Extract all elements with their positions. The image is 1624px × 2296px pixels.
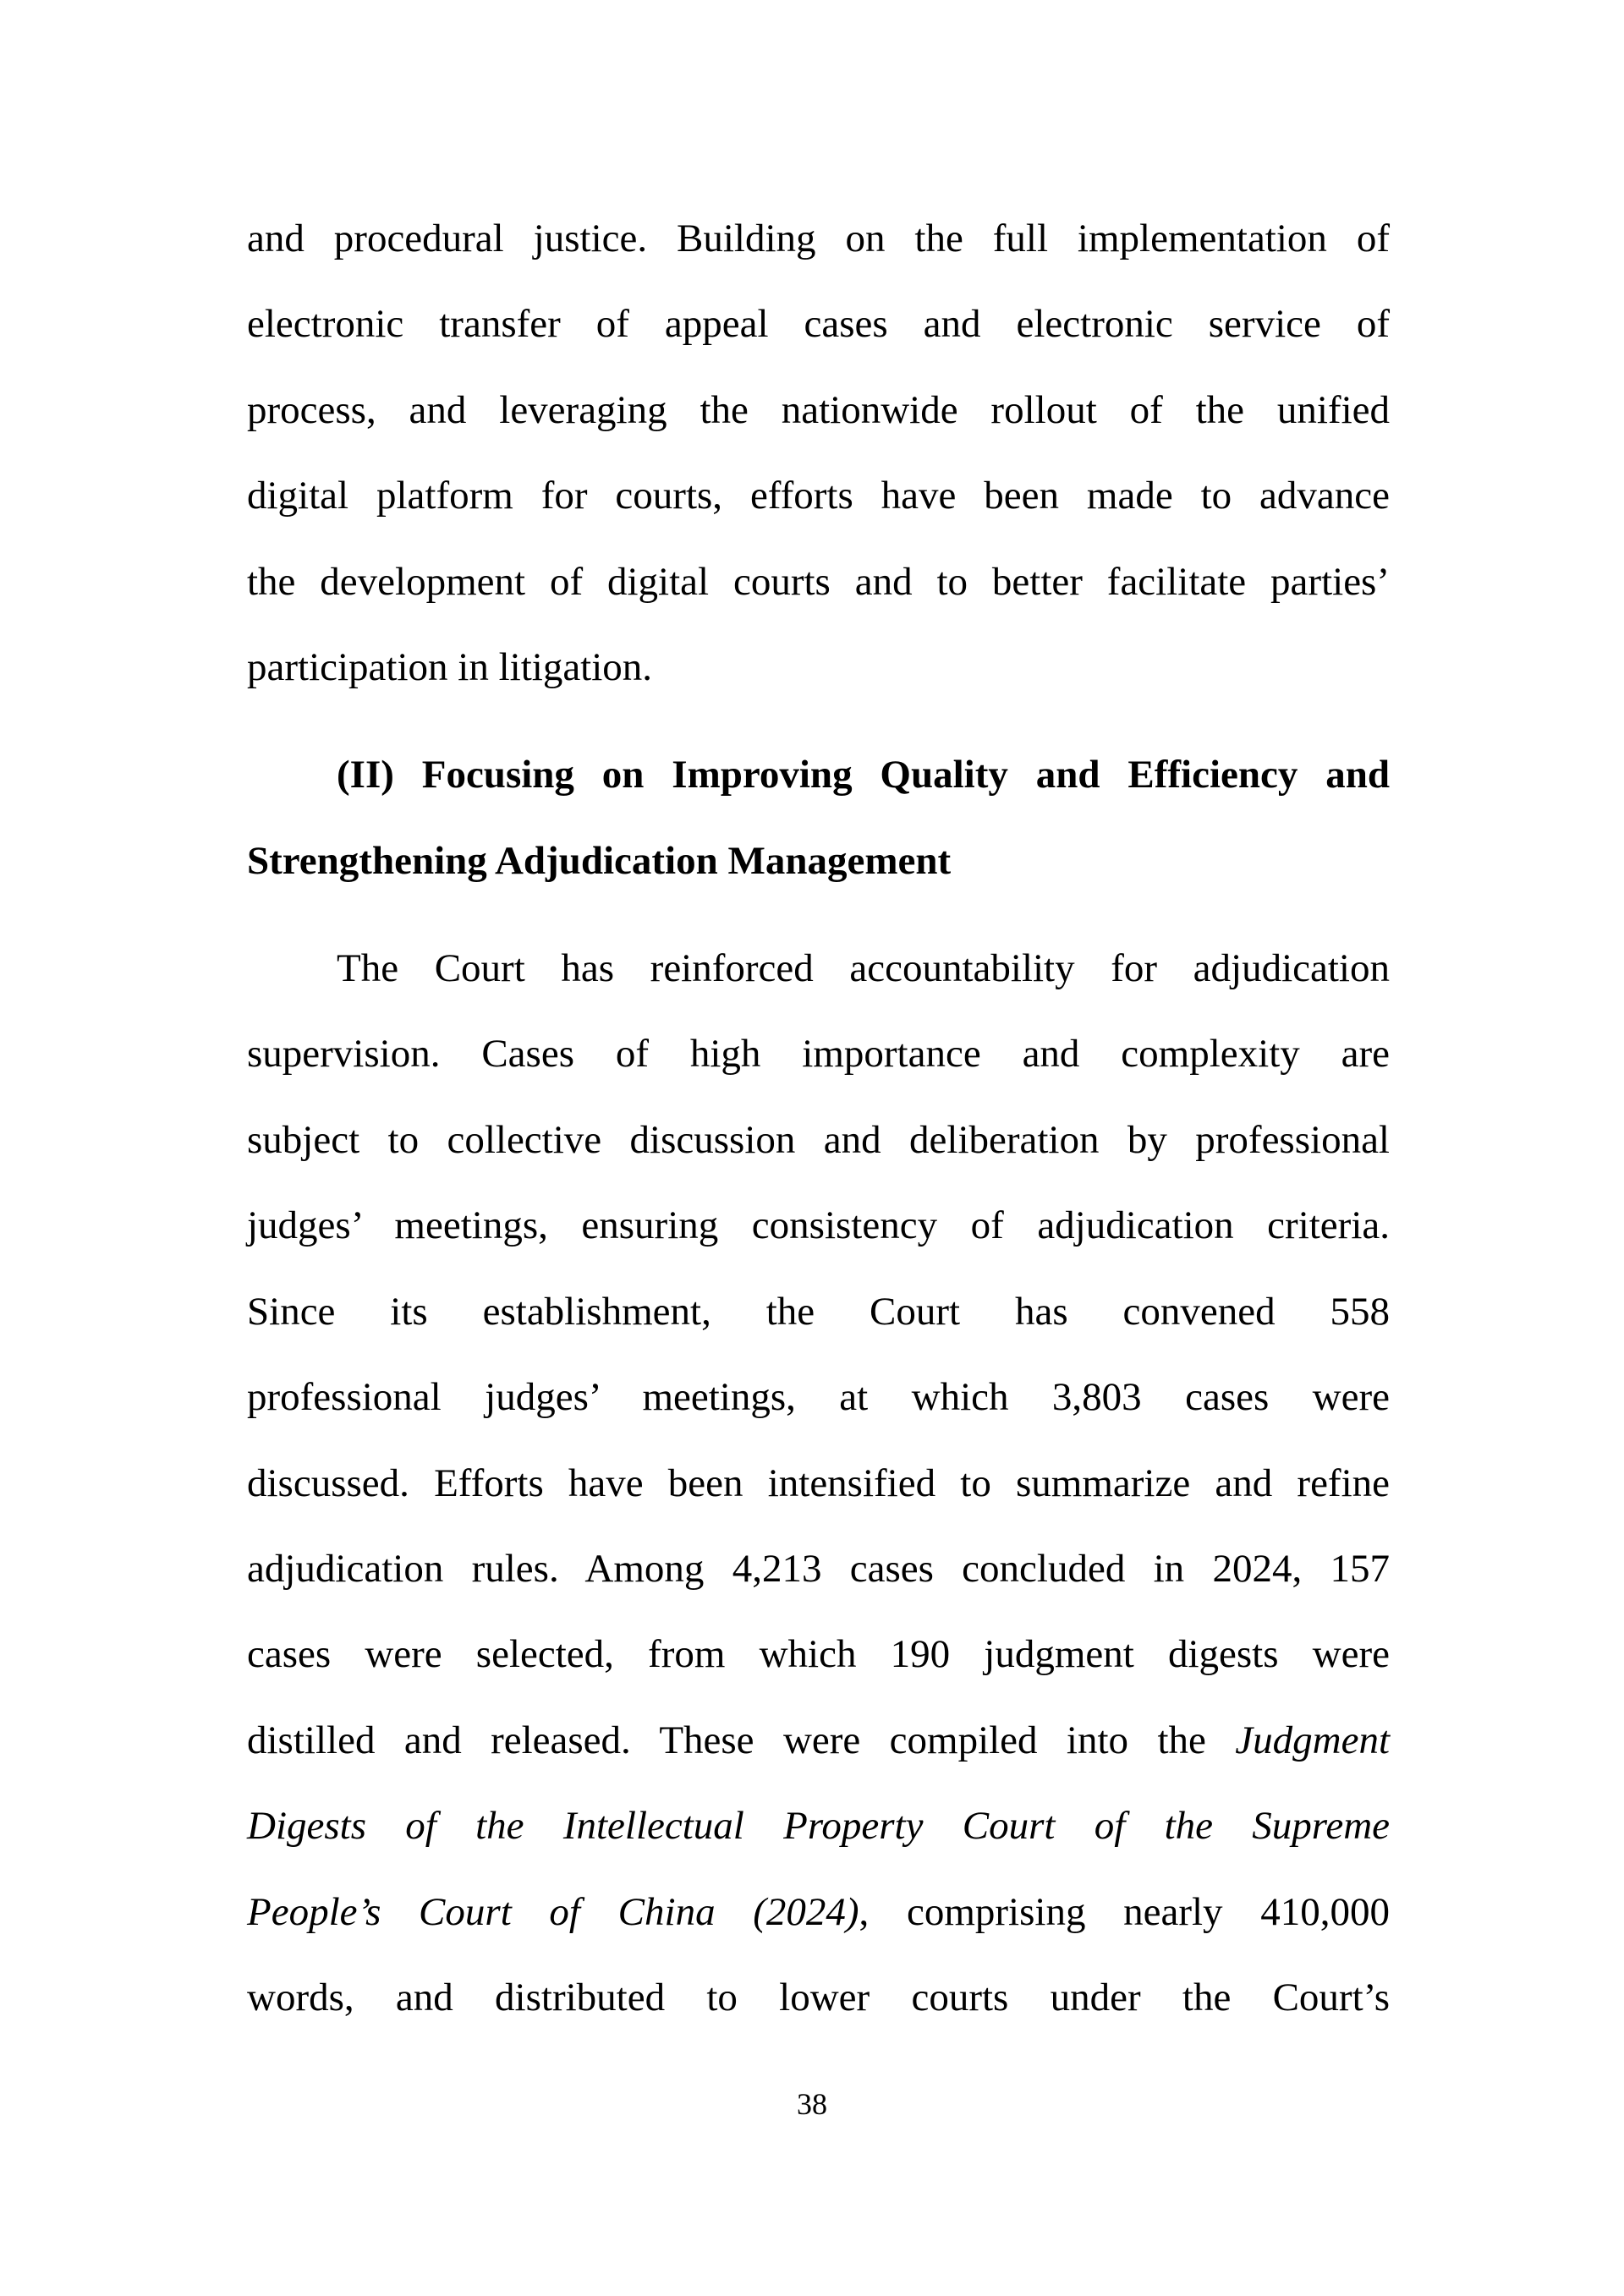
page-number: 38	[797, 2087, 827, 2121]
book-title-italic: Judgment	[1235, 1718, 1391, 1762]
text-line: words, and distributed to lower courts under the Court’s	[247, 1975, 1390, 2019]
heading-line: (II) Focusing on Improving Quality and Efficiency and	[337, 753, 1390, 797]
text-line: supervision. Cases of high importance and complexity are	[247, 1032, 1390, 1076]
text-line: subject to collective discussion and deliberation by professional	[247, 1118, 1390, 1162]
text-line	[247, 1887, 1390, 1937]
book-title-italic: People’s Court of China (2024)	[247, 1890, 859, 1934]
text-run: distilled and released. These were compiled into the	[247, 1718, 1206, 1762]
text-line: process, and leveraging the nationwide rollout of the unified	[247, 388, 1390, 432]
text-line: adjudication rules. Among 4,213 cases concluded in 2024, 157	[247, 1547, 1390, 1591]
text-line: The Court has reinforced accountability for adjudication	[337, 946, 1390, 990]
text-line: discussed. Efforts have been intensified to summarize and refine	[247, 1461, 1390, 1505]
text-line: judges’ meetings, ensuring consistency of adjudication criteria.	[247, 1203, 1390, 1247]
text-line: Since its establishment, the Court has convened 558	[247, 1290, 1390, 1334]
text-line: and procedural justice. Building on the full implementation of	[247, 216, 1390, 260]
text-line: electronic transfer of appeal cases and electronic service of	[247, 302, 1390, 346]
text-line: cases were selected, from which 190 judgment digests were	[247, 1632, 1390, 1676]
heading-line: Strengthening Adjudication Management	[247, 839, 952, 883]
text-line: digital platform for courts, efforts have been made to advance	[247, 474, 1390, 518]
book-title-italic-line: Digests of the Intellectual Property Court of the Supreme	[247, 1804, 1390, 1848]
text-line	[247, 1715, 1390, 1766]
text-line: participation in litigation.	[247, 645, 653, 689]
text-line: the development of digital courts and to better facilitate parties’	[247, 560, 1390, 604]
text-run: , comprising nearly 410,000	[859, 1890, 1390, 1934]
text-line: professional judges’ meetings, at which 3,803 cases were	[247, 1375, 1390, 1419]
